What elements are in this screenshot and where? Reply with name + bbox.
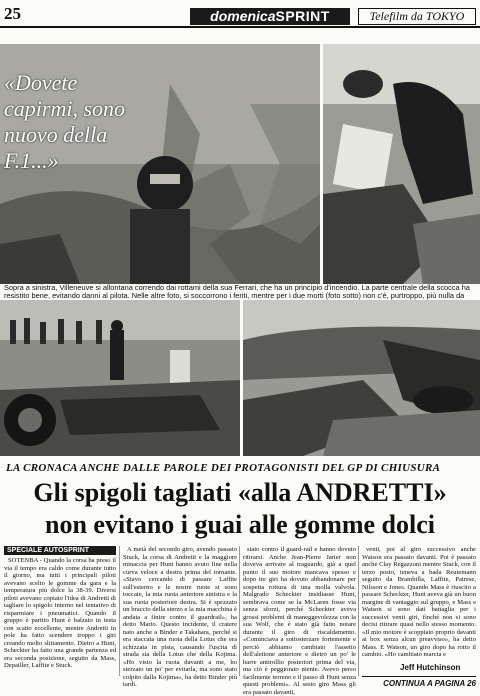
photo-caption: Sopra a sinistra, Villeneuve si allontana correndo dai rottami della sua Ferrari, che ha un principio d'incendio. La parte centrale della scocca ha resistito bene, evitando danni al pilota. Nelle altre foto, si soccorrono i feriti, mentre per i due morti (foto sotto) non c'è, purtroppo, più nulla da xyxy=(4,283,470,301)
article-column-2 xyxy=(123,546,237,688)
page-header xyxy=(0,0,480,28)
photo-debris xyxy=(243,300,480,456)
column-2-text: A metà del secondo giro, avendo passato Stuck, la corsa di Andretti e la maggiore minaccia per Hunt hanno avuto fine nella curva veloce a destra prima del tornante. «Stavo cercando di passare Laffite sull'esterno e le nostre ruote si sono toccate, la mia ruota anteriore sinistra e la sua ruota posteriore destra. Si è spezzato un braccio della sterzo e la mia macchina è andata a finire contro il guardrail», ha detto Mario. Questo incidente, il cratere nato anche a Binder e Takahara, perché si era staccata una ruota della Lotus che era schizzata in pista, causando l'uscita di strada sia della Lotus che della Kojima. «Ho visto la ruota davanti a me, ho sterzato un po' per evitarla, ma sono stato colpito dalla Kojima», ha detto Binder più tardi. xyxy=(123,546,237,688)
section-tag: Telefilm da TOKYO xyxy=(358,8,476,25)
photo-wreck-crowd xyxy=(0,300,240,456)
article-column-4 xyxy=(362,546,476,666)
brand-bold: SPRINT xyxy=(275,8,330,24)
photo-rescue xyxy=(323,44,480,284)
column-divider xyxy=(239,546,240,676)
column-3-text: stato contro il guard-rail e hanno dovuto ritirarsi. Anche Jean-Pierre Jarier non doveva arrivare al traguardo, già a quel punto il suo motore mancava spesso e dopo tre giri ha dovuto abbandonare per sospetta rottura di una molla valvola. Malgrado Scheckter insidiasse Hunt, sembrava come se la McLaren fosse via senza sforzi, perché Scheckter aveva grossi problemi di maneggevolezza con la sua Wolf, che è stato già fatto notare durante il giro di riscaldamento. «Cominciava a sottosterzare fortemente e perciò abbiamo cambiato l'assetto dell'alettone anteriore e dietro un po' le barre antirollio posteriori prima del via, ma ciò è peggiorato niente. Avevo perso facilmente terreno e il passo di Hunt senza questi problemi». Al sesto giro Mass gli era passato davanti, xyxy=(243,546,356,696)
special-label: SPECIALE AUTOSPRINT xyxy=(4,546,116,555)
kicker: LA CRONACA ANCHE DALLE PAROLE DEI PROTAGONISTI DEL GP DI CHIUSURA xyxy=(6,462,441,474)
continue-link[interactable]: CONTINUA A PAGINA 26 xyxy=(362,676,476,688)
brand-italic: domenica xyxy=(210,8,276,24)
headline-line-1: Gli spigoli tagliati «alla ANDRETTI» xyxy=(33,478,447,507)
article-column-3 xyxy=(243,546,356,696)
column-divider xyxy=(358,546,359,676)
article-column-1 xyxy=(4,546,116,678)
column-divider xyxy=(119,546,120,676)
column-1-text: SOTENBA - Quando la corsa ha preso il via il tempo era caldo come durante tutto il giorno, ma tutti i principali piloti avevano scelto le gomme da gara e la temperatura più dolce la 38-39. Diversi piloti avevano copiato l'idea di Andretti di tagliare lo spigolo interno nel tentativo di risparmiare i pneumatici. Quando il gruppo è partito Hunt è balzato in testa con scatto eccellente, mentre Andretti in pole ha fatto scendere troppo i giri creando molto slittamento. Dietro a Hunt, Scheckter ha fatto una grande partenza ed era seconda posizione, seguito da Mass, Depailler, Laffite e Stuck. xyxy=(4,557,116,669)
headline-line-2: non evitano i guai alle gomme dolci xyxy=(45,510,435,539)
pull-quote: «Dovete capirmi, sono nuovo della F.1...» xyxy=(4,70,125,173)
column-4-text: venti, poi al giro successivo anche Watson era passato davanti. Poi è passato anche Clay Regazzoni mentre Stuck, con il terzo posto, teneva a bada Reutemann seguito da Brambilla, Laffite, Patrese, Nilsson e Jones. Quando Mass è riuscito a passare Scheckter, Hunt aveva già un buon margine di vantaggio sul gruppo, e Mass e Watson si sono dati battaglia per i successivi venti giri, finché non si sono decisi ritirare quasi nello stesso momento. «Il mio motore è scoppiato proprio davanti ai box senza alcun preavviso», ha detto Mass. E Watson, un giro dopo ha rotto il cambio. «Ho cambiato marcia e xyxy=(362,546,476,658)
page-number: 25 xyxy=(4,4,21,23)
magazine-logo xyxy=(190,8,350,25)
author-signature: Jeff Hutchinson xyxy=(400,663,461,672)
